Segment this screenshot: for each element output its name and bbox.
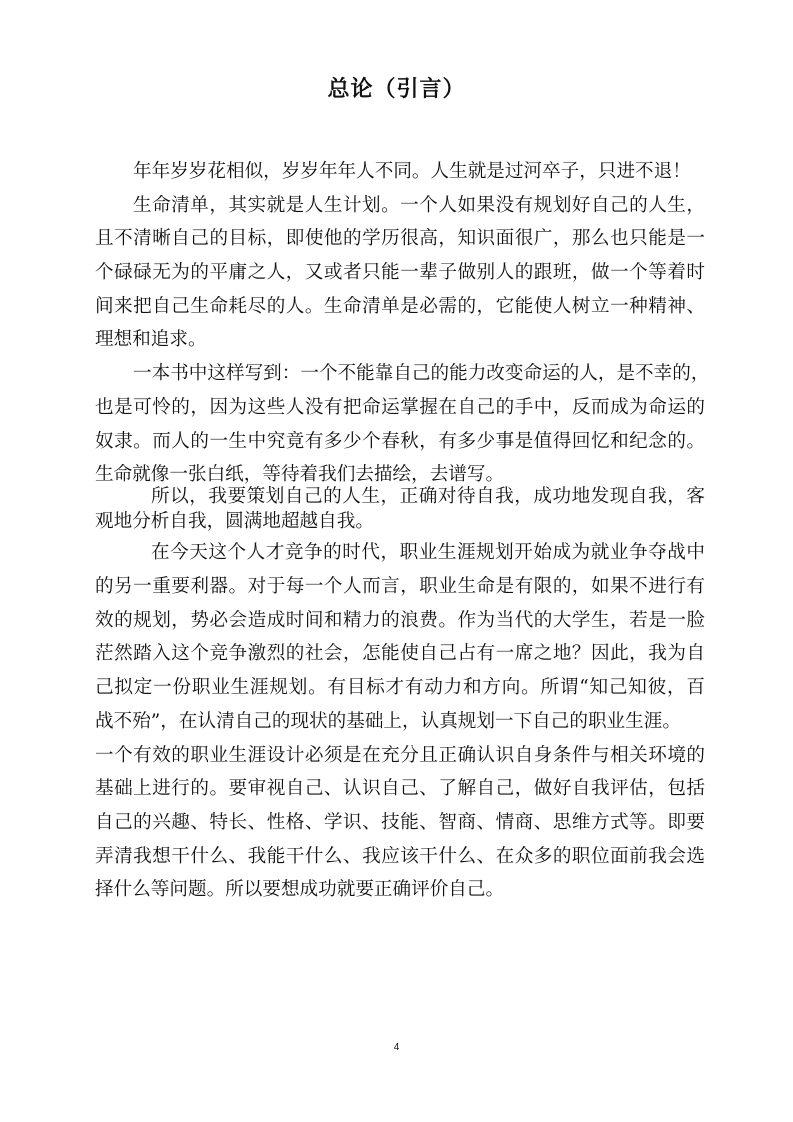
text-line: 间来把自己生命耗尽的人。生命清单是必需的，它能使人树立一种精神、 — [95, 295, 705, 317]
paragraph-3 — [95, 357, 710, 492]
paragraph-1 — [95, 155, 705, 189]
text-line: 奴隶。而人的一生中究竟有多少个春秋，有多少事是值得回忆和纪念的。 — [95, 430, 705, 452]
text-line: 且不清晰自己的目标，即使他的学历很高，知识面很广，那么也只能是一 — [95, 228, 705, 250]
text-line: 也是可怜的，因为这些人没有把命运掌握在自己的手中，反而成为命运的 — [95, 396, 705, 418]
text-line: 自己的兴趣、特长、性格、学识、技能、智商、情商、思维方式等。即要 — [95, 811, 705, 833]
text-line: 在今天这个人才竞争的时代，职业生涯规划开始成为就业争夺战中 — [151, 542, 705, 564]
text-line: 茫然踏入这个竞争激烈的社会，怎能使自己占有一席之地？因此，我为自 — [95, 643, 705, 665]
text-line: 生命就像一张白纸，等待着我们去描绘，去谱写。 — [95, 464, 505, 486]
text-line: 基础上进行的。要审视自己、认识自己、了解自己，做好自我评估，包括 — [95, 778, 705, 800]
text-line: 战不殆”，在认清自己的现状的基础上，认真规划一下自己的职业生涯。 — [95, 710, 681, 732]
text-line: 弄清我想干什么、我能干什么、我应该干什么、在众多的职位面前我会选 — [95, 845, 705, 867]
text-line: 效的规划，势必会造成时间和精力的浪费。作为当代的大学生，若是一脸 — [95, 609, 705, 631]
text-line: 己拟定一份职业生涯规划。有目标才有动力和方向。所谓“知己知彼，百 — [95, 677, 705, 699]
paragraph-6 — [95, 739, 705, 907]
page-number: 4 — [393, 1042, 400, 1053]
text-line: 所以，我要策划自己的人生，正确对待自我，成功地发现自我，客 — [151, 485, 705, 507]
document-body — [95, 155, 710, 907]
text-line: 年年岁岁花相似，岁岁年年人不同。人生就是过河卒子，只进不退！ — [133, 161, 691, 182]
text-line: 的另一重要利器。对于每一个人而言，职业生命是有限的，如果不进行有 — [95, 576, 705, 598]
text-line: 个碌碌无为的平庸之人，又或者只能一辈子做别人的跟班，做一个等着时 — [95, 262, 705, 284]
paragraph-4 — [95, 484, 705, 534]
text-line: 一个有效的职业生涯设计必须是在充分且正确认识自身条件与相关环境的 — [95, 744, 705, 766]
text-line: 择什么等问题。所以要想成功就要正确评价自己。 — [95, 879, 505, 901]
text-line: 理想和追求。 — [95, 329, 207, 351]
page-title: 总论（引言） — [327, 77, 466, 102]
paragraph-2 — [95, 189, 705, 357]
text-line: 一本书中这样写到：一个不能靠自己的能力改变命运的人，是不幸的， — [133, 363, 710, 385]
text-line: 观地分析自我，圆满地超越自我。 — [95, 510, 374, 532]
text-line: 生命清单，其实就是人生计划。一个人如果没有规划好自己的人生， — [133, 194, 705, 216]
paragraph-5 — [95, 536, 705, 738]
